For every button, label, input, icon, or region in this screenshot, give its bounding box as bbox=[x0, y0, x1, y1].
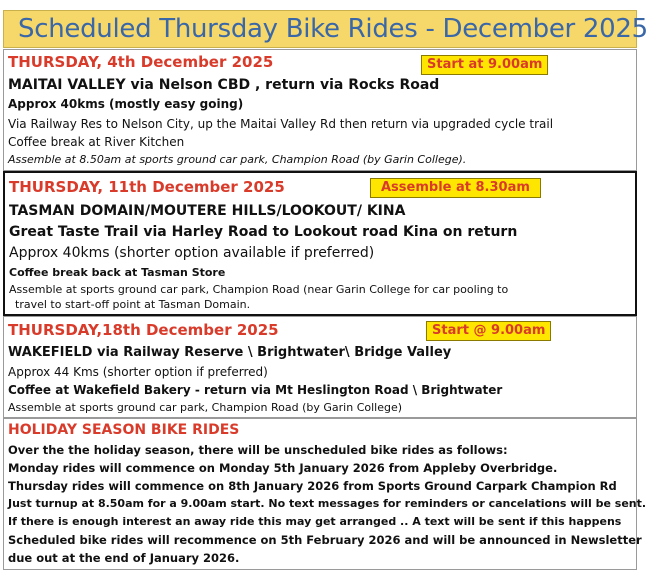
ride-assemble: Assemble at sports ground car park, Champion Road (by Garin College) bbox=[8, 401, 403, 414]
ride-coffee: Coffee break at River Kitchen bbox=[8, 135, 185, 149]
start-time-badge: Start @ 9.00am bbox=[426, 321, 551, 341]
start-time-badge: Start at 9.00am bbox=[421, 55, 548, 75]
ride-date: THURSDAY, 4th December 2025 bbox=[8, 53, 274, 71]
ride-date: THURSDAY,18th December 2025 bbox=[8, 321, 279, 339]
ride-distance: Approx 40kms (mostly easy going) bbox=[8, 97, 244, 111]
ride-assemble: Assemble at sports ground car park, Champion Road (near Garin College for car pooling to bbox=[9, 283, 509, 296]
ride-distance: Approx 40kms (shorter option available if preferred) bbox=[9, 245, 375, 261]
holiday-line: Scheduled bike rides will recommence on 5th February 2026 and will be announced in Newsletter bbox=[8, 533, 642, 547]
holiday-line: Monday rides will commence on Monday 5th January 2026 from Appleby Overbridge. bbox=[8, 461, 558, 475]
ride-coffee: Coffee at Wakefield Bakery - return via Mt Heslington Road \ Brightwater bbox=[8, 383, 503, 397]
holiday-line: If there is enough interest an away ride this may get arranged .. A text will be sent if this happens bbox=[8, 515, 622, 528]
ride-date: THURSDAY, 11th December 2025 bbox=[9, 178, 285, 196]
holiday-section bbox=[3, 418, 647, 570]
ride-block-3 bbox=[3, 316, 637, 418]
ride-trail: Great Taste Trail via Harley Road to Lookout road Kina on return bbox=[9, 224, 518, 240]
ride-description: Via Railway Res to Nelson City, up the Maitai Valley Rd then return via upgraded cycle trail bbox=[8, 117, 554, 131]
ride-assemble: Assemble at 8.50am at sports ground car park, Champion Road (by Garin College). bbox=[8, 153, 467, 166]
ride-route: MAITAI VALLEY via Nelson CBD , return via Rocks Road bbox=[8, 77, 440, 93]
holiday-line: Just turnup at 8.50am for a 9.00am start. No text messages for reminders or cancelations will be sent. bbox=[8, 497, 647, 510]
holiday-line: Thursday rides will commence on 8th January 2026 from Sports Ground Carpark Champion Rd bbox=[8, 479, 617, 493]
ride-distance: Approx 44 Kms (shorter option if preferred) bbox=[8, 365, 268, 379]
ride-route: WAKEFIELD via Railway Reserve \ Brightwater\ Bridge Valley bbox=[8, 345, 452, 360]
ride-block-2 bbox=[3, 171, 637, 316]
start-time-badge: Assemble at 8.30am bbox=[370, 178, 541, 198]
ride-coffee: Coffee break back at Tasman Store bbox=[9, 266, 226, 279]
ride-assemble-cont: travel to start-off point at Tasman Domain. bbox=[15, 298, 251, 311]
page-title: Scheduled Thursday Bike Rides - December 2025 bbox=[3, 10, 637, 48]
ride-route: TASMAN DOMAIN/MOUTERE HILLS/LOOKOUT/ KINA bbox=[9, 203, 406, 219]
holiday-heading: HOLIDAY SEASON BIKE RIDES bbox=[8, 422, 240, 438]
ride-block-1 bbox=[3, 49, 637, 171]
holiday-line: due out at the end of January 2026. bbox=[8, 551, 240, 565]
holiday-line: Over the the holiday season, there will be unscheduled bike rides as follows: bbox=[8, 443, 508, 457]
